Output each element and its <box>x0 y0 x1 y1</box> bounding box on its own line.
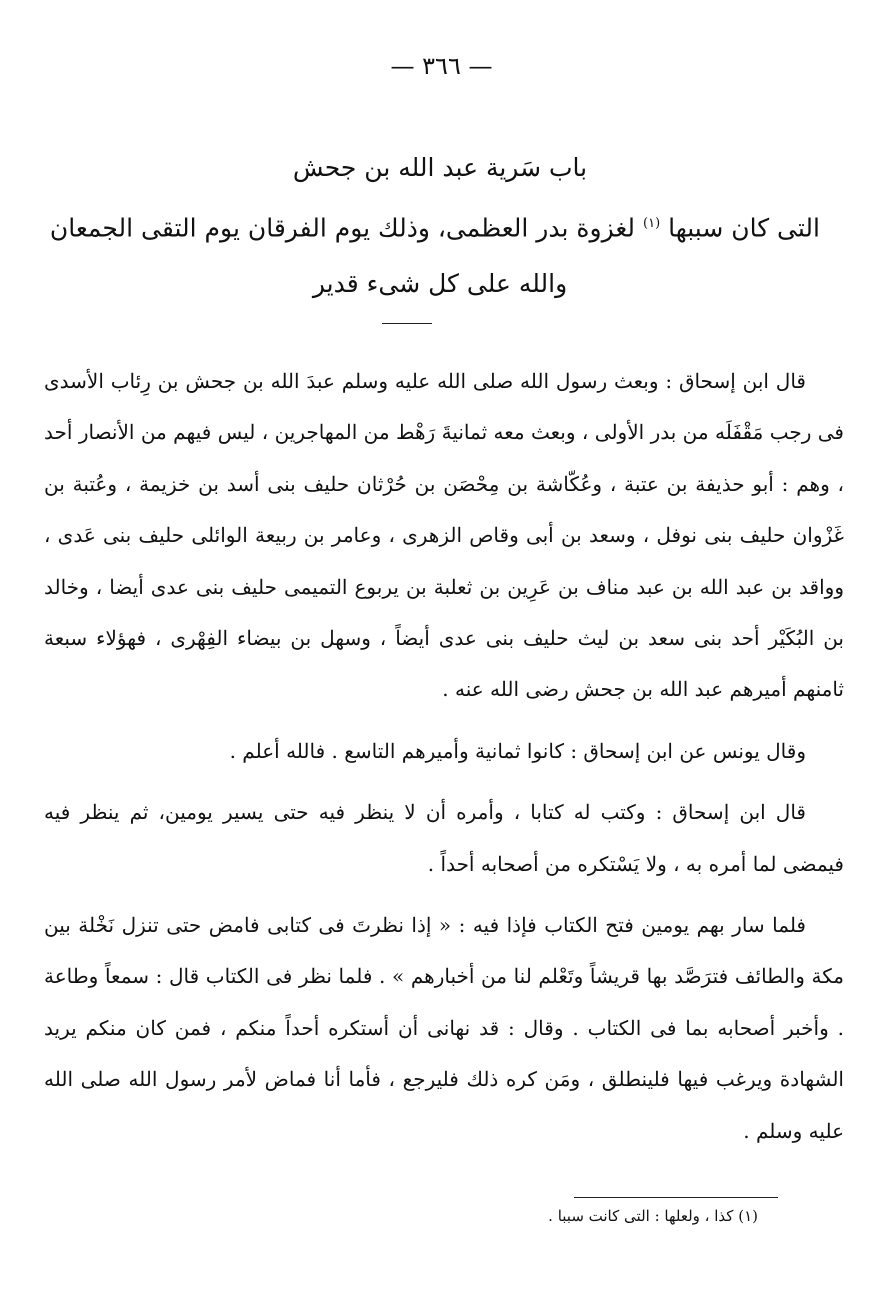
heading-divider <box>382 323 432 324</box>
footnote-divider <box>574 1197 778 1198</box>
chapter-subtitle-closing: والله على كل شىء قدير <box>312 269 568 299</box>
subtitle-part-1: التى كان سببها <box>668 213 820 243</box>
subtitle-part-2: لغزوة بدر العظمى، وذلك يوم الفرقان يوم التقى الجمعان <box>49 213 636 243</box>
paragraph: وقال يونس عن ابن إسحاق : كانوا ثمانية وأميرهم التاسع . فالله أعلم . <box>229 738 806 763</box>
paragraph: قال ابن إسحاق : وكتب له كتابا ، وأمره أن لا ينظر فيه حتى يسير يومين، ثم ينظر فيه فيمضى لما أمره به ، ولا يَسْتكره من أصحابه أحداً . <box>44 800 844 876</box>
paragraph: قال ابن إسحاق : وبعث رسول الله صلى الله عليه وسلم عبدَ الله بن جحش بن رِئاب الأسدى فى رجب مَقْفَلَه من بدر الأولى ، وبعث معه ثمانيةَ رَهْط من المهاجرين ، ليس فيهم من الأنصار أحد ، وهم : أبو حذيفة بن عتبة ، وعُكّاشة بن مِحْصَن بن حُرْثان حليف بنى أسد بن خزيمة ، وعُتبة بن غَزْوان حليف بنى نوفل ، وسعد بن أبى وقاص الزهرى ، وعامر بن ربيعة الوائلى حليف بنى عَدى ، وواقد بن عبد الله بن عبد مناف بن عَرِين بن ثعلبة بن يربوع التميمى حليف بنى عدى أيضا ، وخالد بن البُكَيْر أحد بنى سعد بن ليث حليف بنى عدى أيضاً ، وسهل بن بيضاء الفِهْرى ، فهؤلاء سبعة ثامنهم أميرهم عبد الله بن جحش رضى الله عنه . <box>44 369 845 702</box>
footnote-marker: (١) <box>643 216 661 231</box>
chapter-heading <box>49 140 820 312</box>
page-number: — ٣٦٦ — <box>390 52 493 80</box>
paragraph: فلما سار بهم يومين فتح الكتاب فإذا فيه : « إذا نظرتَ فى كتابى فامض حتى تنزل نَخْلة بين مكة والطائف فترَصَّد بها قريشاً وتَعْلم لنا من أخبارهم » . فلما نظر فى الكتاب قال : سمعاً وطاعة . وأخبر أصحابه بما فى الكتاب . وقال : قد نهانى أن أستكره أحداً منكم ، فمن كان منكم يريد الشهادة ويرغب فيها فلينطلق ، ومَن كره ذلك فليرجع ، فأما أنا فماض لأمر رسول الله صلى الله عليه وسلم . <box>44 913 845 1143</box>
footnote: (١) كذا ، ولعلها : التى كانت سببا . <box>548 1207 758 1225</box>
chapter-title: باب سَرية عبد الله بن جحش <box>292 153 588 182</box>
chapter-subtitle <box>49 196 820 256</box>
body-text <box>44 356 844 1157</box>
